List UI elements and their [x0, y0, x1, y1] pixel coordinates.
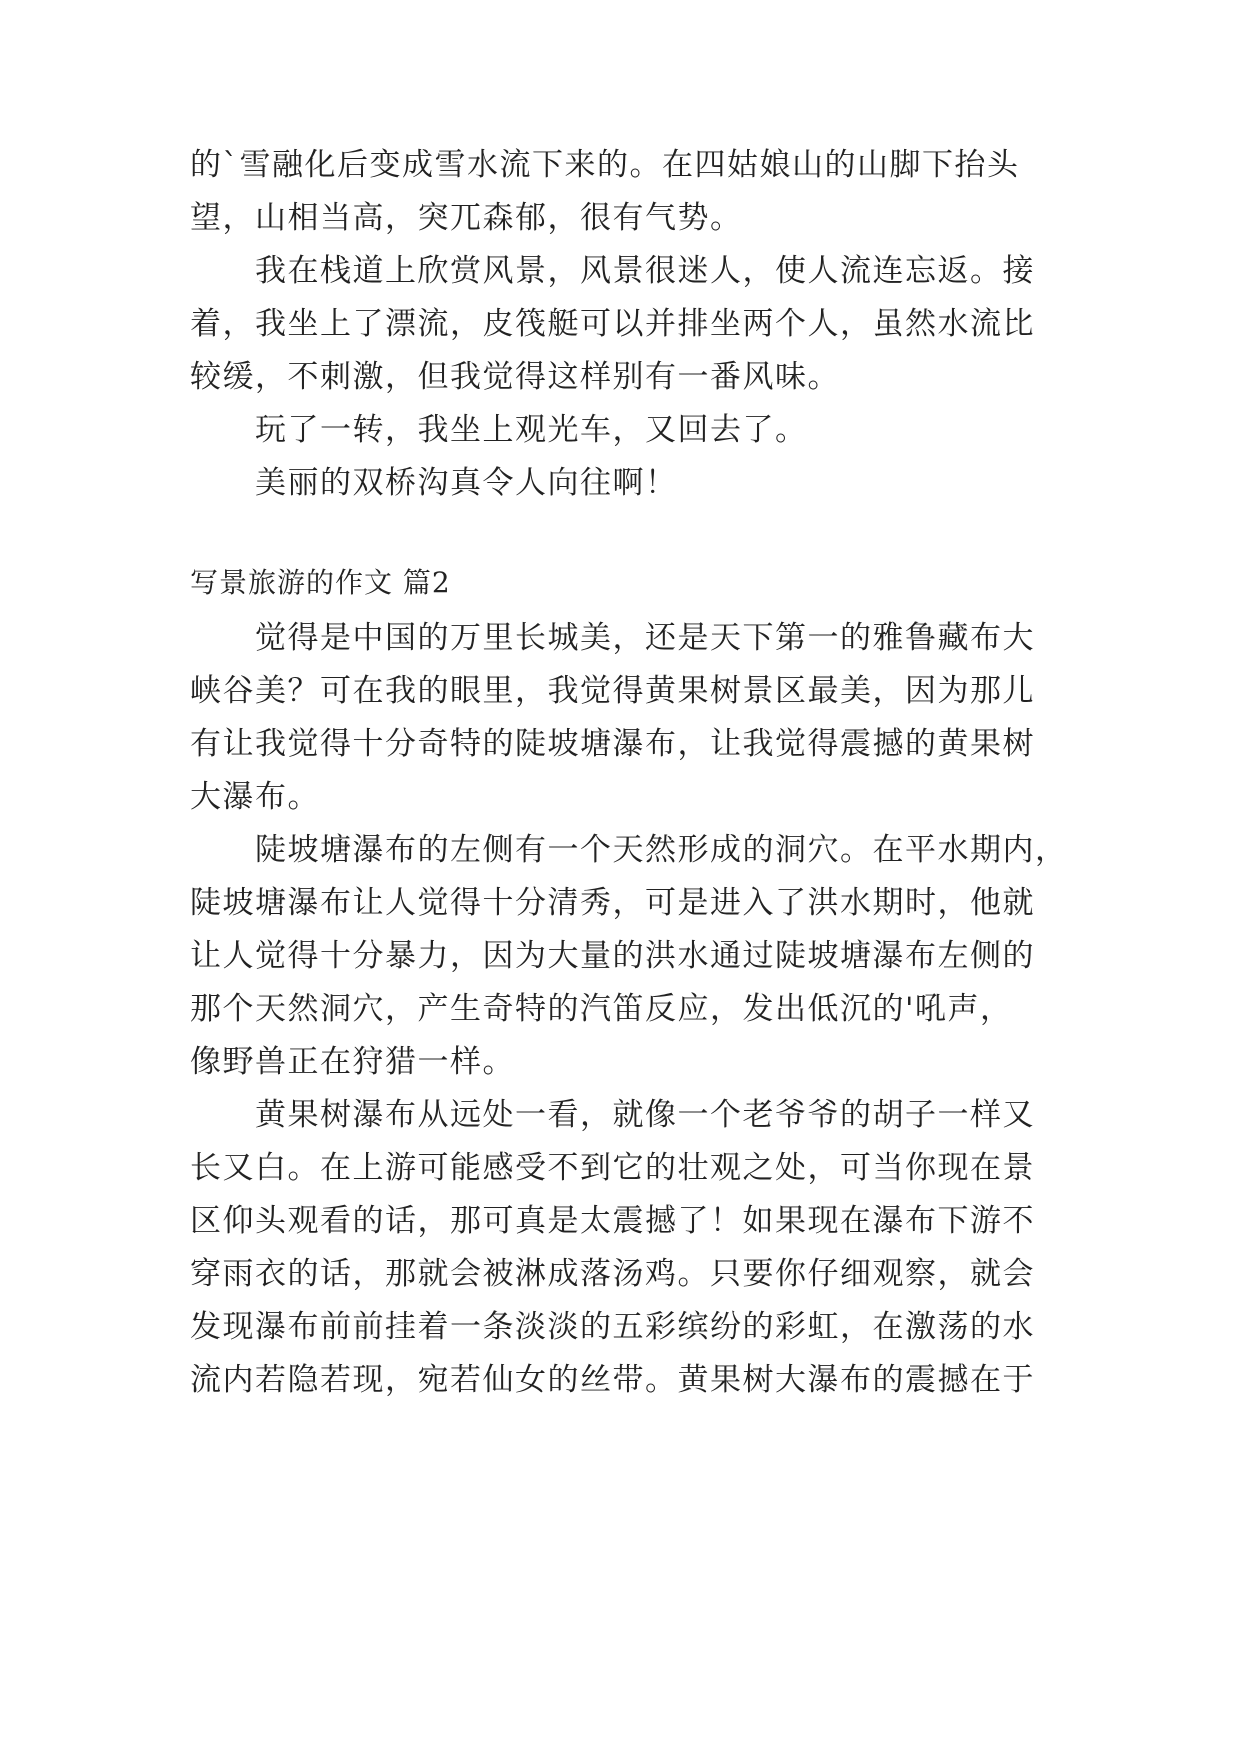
paragraph-line: 发现瀑布前前挂着一条淡淡的五彩缤纷的彩虹，在激荡的水: [190, 1309, 1035, 1345]
paragraph-line: 较缓，不刺激，但我觉得这样别有一番风味。: [190, 359, 840, 395]
paragraph-line: 美丽的双桥沟真令人向往啊！: [190, 465, 678, 501]
paragraph-line: 长又白。在上游可能感受不到它的壮观之处，可当你现在景: [190, 1150, 1035, 1186]
paragraph-line: 着，我坐上了漂流，皮筏艇可以并排坐两个人，虽然水流比: [190, 306, 1035, 342]
paragraph-line: 流内若隐若现，宛若仙女的丝带。黄果树大瀑布的震撼在于: [190, 1362, 1035, 1398]
paragraph-line: 陡坡塘瀑布让人觉得十分清秀，可是进入了洪水期时，他就: [190, 885, 1035, 921]
paragraph-line: 的`雪融化后变成雪水流下来的。在四姑娘山的山脚下抬头: [190, 147, 1020, 183]
paragraph-line: 望，山相当高，突兀森郁，很有气势。: [190, 200, 743, 236]
paragraph-line: 穿雨衣的话，那就会被淋成落汤鸡。只要你仔细观察，就会: [190, 1256, 1035, 1292]
paragraph-line: 黄果树瀑布从远处一看，就像一个老爷爷的胡子一样又: [190, 1097, 1035, 1133]
paragraph-line: 峡谷美？可在我的眼里，我觉得黄果树景区最美，因为那儿: [190, 673, 1035, 709]
paragraph-line: 我在栈道上欣赏风景，风景很迷人，使人流连忘返。接: [190, 253, 1035, 289]
paragraph-line: 让人觉得十分暴力，因为大量的洪水通过陡坡塘瀑布左侧的: [190, 938, 1035, 974]
paragraph-line: 玩了一转，我坐上观光车，又回去了。: [190, 412, 808, 448]
section-heading: 写景旅游的作文 篇2: [190, 566, 451, 599]
paragraph-line: 有让我觉得十分奇特的陡坡塘瀑布，让我觉得震撼的黄果树: [190, 726, 1035, 762]
paragraph-line: 区仰头观看的话，那可真是太震撼了！如果现在瀑布下游不: [190, 1203, 1035, 1239]
paragraph-line: 陡坡塘瀑布的左侧有一个天然形成的洞穴。在平水期内，: [190, 832, 1068, 868]
paragraph-line: 像野兽正在狩猎一样。: [190, 1044, 515, 1080]
paragraph-line: 那个天然洞穴，产生奇特的汽笛反应，发出低沉的'吼声，: [190, 991, 1013, 1027]
paragraph-line: 觉得是中国的万里长城美，还是天下第一的雅鲁藏布大: [190, 620, 1035, 656]
paragraph-line: 大瀑布。: [190, 779, 320, 815]
